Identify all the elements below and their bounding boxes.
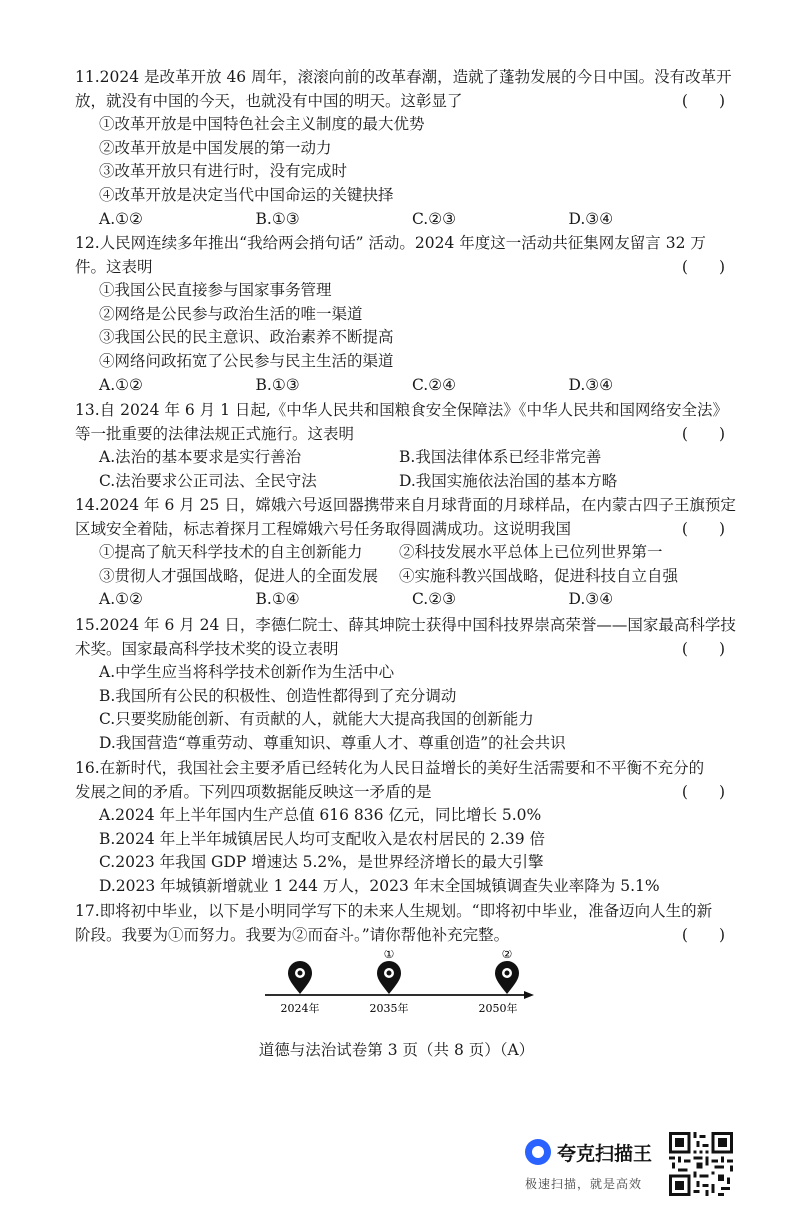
qr-code-icon [669, 1132, 733, 1196]
choice-a: A.①② [99, 590, 143, 609]
question-16 [75, 757, 725, 899]
statement-option: ④网络问政拓宽了公民参与民主生活的渠道 [99, 351, 394, 370]
choice-c: C.②③ [412, 590, 457, 609]
question-12 [75, 232, 725, 397]
question-stem: 17.即将初中毕业，以下是小明同学写下的未来人生规划。“即将初中毕业，准备迈向人生的新 [75, 902, 713, 920]
answer-bracket: ( ) [681, 519, 725, 538]
choice-row [75, 470, 725, 494]
choice-c: C.只要奖励能创新、有贡献的人，就能大大提高我国的创新能力 [99, 710, 534, 729]
timeline-mark: ② [501, 950, 513, 961]
choice-row [75, 588, 725, 612]
choice-row [75, 446, 725, 470]
choice-c: C.②③ [412, 209, 457, 228]
scanner-slogan: 极速扫描，就是高效 [525, 1177, 643, 1191]
question-11 [75, 66, 732, 231]
choice-d: D.③④ [568, 209, 614, 228]
choice-d: D.我国实施依法治国的基本方略 [399, 471, 618, 490]
question-stem: 16.在新时代，我国社会主要矛盾已经转化为人民日益增长的美好生活需要和不平衡不充分的 [75, 759, 705, 777]
answer-bracket: ( ) [681, 91, 725, 110]
question-17 [75, 900, 725, 947]
statement-option: ③我国公民的民主意识、政治素养不断提高 [99, 328, 394, 347]
choice-b: B.①④ [255, 590, 300, 609]
statement-option: ③贯彻人才强国战略，促进人的全面发展 [99, 566, 379, 585]
choice-c: C.法治要求公正司法、全民守法 [99, 471, 317, 490]
timeline-label: 2024年 [280, 1002, 320, 1015]
timeline-marker-2050 [479, 950, 520, 1015]
choice-row [75, 208, 725, 232]
timeline-label: 2050年 [478, 1002, 518, 1015]
question-stem: 等一批重要的法律法规正式施行。这表明 [75, 424, 355, 443]
question-13 [75, 399, 729, 493]
choice-a: A.中学生应当将科学技术创新作为生活中心 [99, 663, 395, 682]
choice-d: D.2023 年城镇新增就业 1 244 万人，2023 年末全国城镇调查失业率降为 5.1% [99, 876, 660, 895]
question-stem: 11.2024 是改革开放 46 周年，滚滚向前的改革春潮，造就了蓬勃发展的今日中国。没有改革开 [75, 68, 732, 86]
question-14 [75, 494, 736, 612]
question-stem: 阶段。我要为①而努力。我要为②而奋斗。”请你帮他补充完整。 [75, 925, 510, 944]
question-stem: 区域安全着陆，标志着探月工程嫦娥六号任务取得圆满成功。这说明我国 [75, 519, 572, 538]
question-15 [75, 614, 736, 756]
choice-c: C.②④ [412, 375, 457, 394]
question-stem: 件。这表明 [75, 257, 153, 276]
choice-a: A.法治的基本要求是实行善治 [99, 448, 302, 467]
answer-bracket: ( ) [681, 925, 725, 944]
timeline-marker-2035 [370, 950, 409, 1015]
answer-bracket: ( ) [681, 639, 725, 658]
statement-option: ④改革开放是决定当代中国命运的关键抉择 [99, 185, 394, 204]
life-plan-timeline [262, 950, 542, 1020]
timeline-marker-2024 [281, 961, 320, 1015]
choice-c: C.2023 年我国 GDP 增速达 5.2%，是世界经济增长的最大引擎 [99, 853, 544, 872]
choice-d: D.③④ [568, 590, 614, 609]
choice-b: B.我国法律体系已经非常完善 [399, 448, 602, 467]
statement-option: ③改革开放只有进行时，没有完成时 [99, 162, 348, 181]
scanner-logo-icon [525, 1139, 551, 1165]
choice-a: A.2024 年上半年国内生产总值 616 836 亿元，同比增长 5.0% [99, 806, 542, 825]
answer-bracket: ( ) [681, 782, 725, 801]
answer-bracket: ( ) [681, 257, 725, 276]
statement-row [75, 541, 725, 565]
choice-a: A.①② [99, 375, 143, 394]
statement-option: ①改革开放是中国特色社会主义制度的最大优势 [99, 115, 425, 134]
statement-option: ②科技发展水平总体上已位列世界第一 [399, 543, 663, 562]
statement-option: ①我国公民直接参与国家事务管理 [99, 281, 332, 300]
question-stem: 12.人民网连续多年推出“我给两会捎句话” 活动。2024 年度这一活动共征集网友留言 32 万 [75, 234, 706, 252]
choice-a: A.①② [99, 209, 143, 228]
choice-d: D.③④ [568, 375, 614, 394]
answer-bracket: ( ) [681, 424, 725, 443]
page-footer: 道德与法治试卷第 3 页（共 8 页）（A） [258, 1041, 535, 1059]
choice-b: B.①③ [255, 209, 300, 228]
timeline-label: 2035年 [369, 1002, 409, 1015]
arrow-icon [524, 991, 534, 999]
scanner-brand-name: 夸克扫描王 [557, 1143, 653, 1165]
choice-b: B.2024 年上半年城镇居民人均可支配收入是农村居民的 2.39 倍 [99, 829, 546, 848]
question-stem: 13.自 2024 年 6 月 1 日起,《中华人民共和国粮食安全保障法》《中华人民共和国网络安全法》 [75, 401, 729, 419]
choice-b: B.①③ [255, 375, 300, 394]
statement-option: ①提高了航天科学技术的自主创新能力 [99, 543, 363, 562]
question-stem: 15.2024 年 6 月 24 日，李德仁院士、薛其坤院士获得中国科技界崇高荣誉——国家最高科学技 [75, 616, 736, 634]
statement-option: ④实施科教兴国战略，促进科技自立自强 [399, 566, 679, 585]
choice-row [75, 374, 725, 398]
scanner-watermark [525, 1135, 665, 1195]
choice-d: D.我国营造“尊重劳动、尊重知识、尊重人才、尊重创造”的社会共识 [99, 733, 566, 752]
question-stem: 发展之间的矛盾。下列四项数据能反映这一矛盾的是 [75, 782, 432, 801]
statement-option: ②网络是公民参与政治生活的唯一渠道 [99, 304, 363, 323]
statement-option: ②改革开放是中国发展的第一动力 [99, 138, 332, 157]
question-stem: 放，就没有中国的今天，也就没有中国的明天。这彰显了 [75, 91, 463, 110]
timeline-mark: ① [383, 950, 395, 961]
question-stem: 术奖。国家最高科学技术奖的设立表明 [75, 639, 339, 658]
choice-b: B.我国所有公民的积极性、创造性都得到了充分调动 [99, 686, 457, 705]
statement-row [75, 565, 725, 589]
question-stem: 14.2024 年 6 月 25 日，嫦娥六号返回器携带来自月球背面的月球样品，在内蒙古四子王旗预定 [75, 496, 736, 514]
